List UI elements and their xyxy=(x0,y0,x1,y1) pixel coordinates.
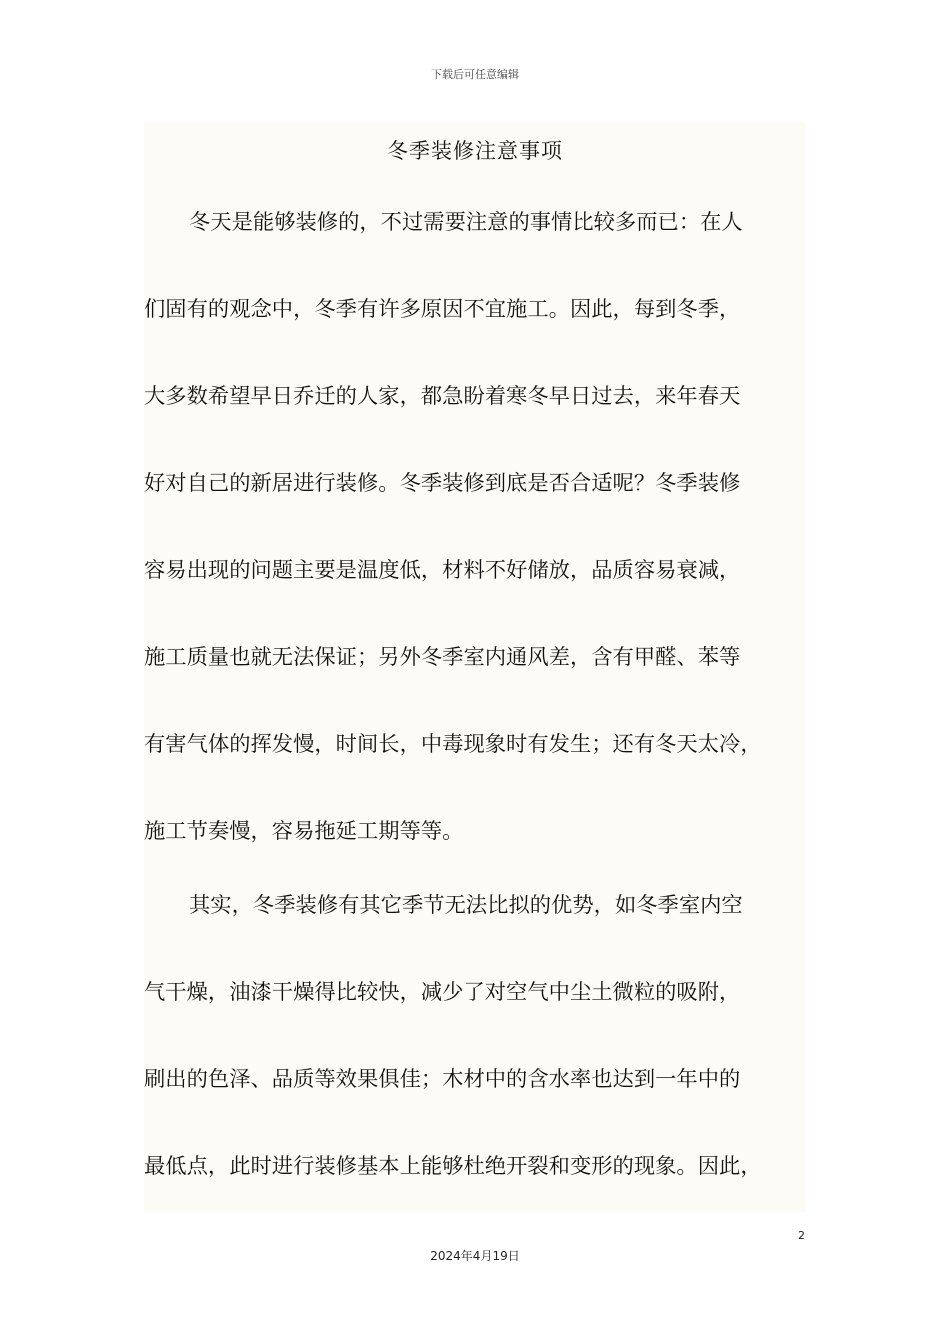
page-number: 2 xyxy=(798,1229,805,1242)
paragraph-line: 大多数希望早日乔迁的人家，都急盼着寒冬早日过去，来年春天 xyxy=(144,384,741,409)
document-title: 冬季装修注意事项 xyxy=(387,139,563,163)
paragraph-line: 们固有的观念中，冬季有许多原因不宜施工。因此，每到冬季， xyxy=(144,297,741,322)
paragraph-line: 施工节奏慢，容易拖延工期等等。 xyxy=(144,819,464,844)
paragraph-line: 施工质量也就无法保证；另外冬季室内通风差，含有甲醛、苯等 xyxy=(144,645,741,670)
footer-date: 2024年4月19日 xyxy=(430,1249,520,1263)
header-note: 下载后可任意编辑 xyxy=(431,68,519,81)
paragraph-line: 刷出的色泽、品质等效果俱佳；木材中的含水率也达到一年中的 xyxy=(144,1067,741,1092)
paragraph-line: 容易出现的问题主要是温度低，材料不好储放，品质容易衰减， xyxy=(144,558,741,583)
paragraph-line: 冬天是能够装修的，不过需要注意的事情比较多而已：在人 xyxy=(189,210,743,235)
paragraph-line: 好对自己的新居进行装修。冬季装修到底是否合适呢？冬季装修 xyxy=(144,471,741,496)
paragraph-line: 有害气体的挥发慢，时间长，中毒现象时有发生；还有冬天太冷， xyxy=(144,732,762,757)
paragraph-line: 其实，冬季装修有其它季节无法比拟的优势，如冬季室内空 xyxy=(189,893,743,918)
paragraph-line: 最低点，此时进行装修基本上能够杜绝开裂和变形的现象。因此， xyxy=(144,1154,762,1179)
paragraph-line: 气干燥，油漆干燥得比较快，减少了对空气中尘土微粒的吸附， xyxy=(144,980,741,1005)
